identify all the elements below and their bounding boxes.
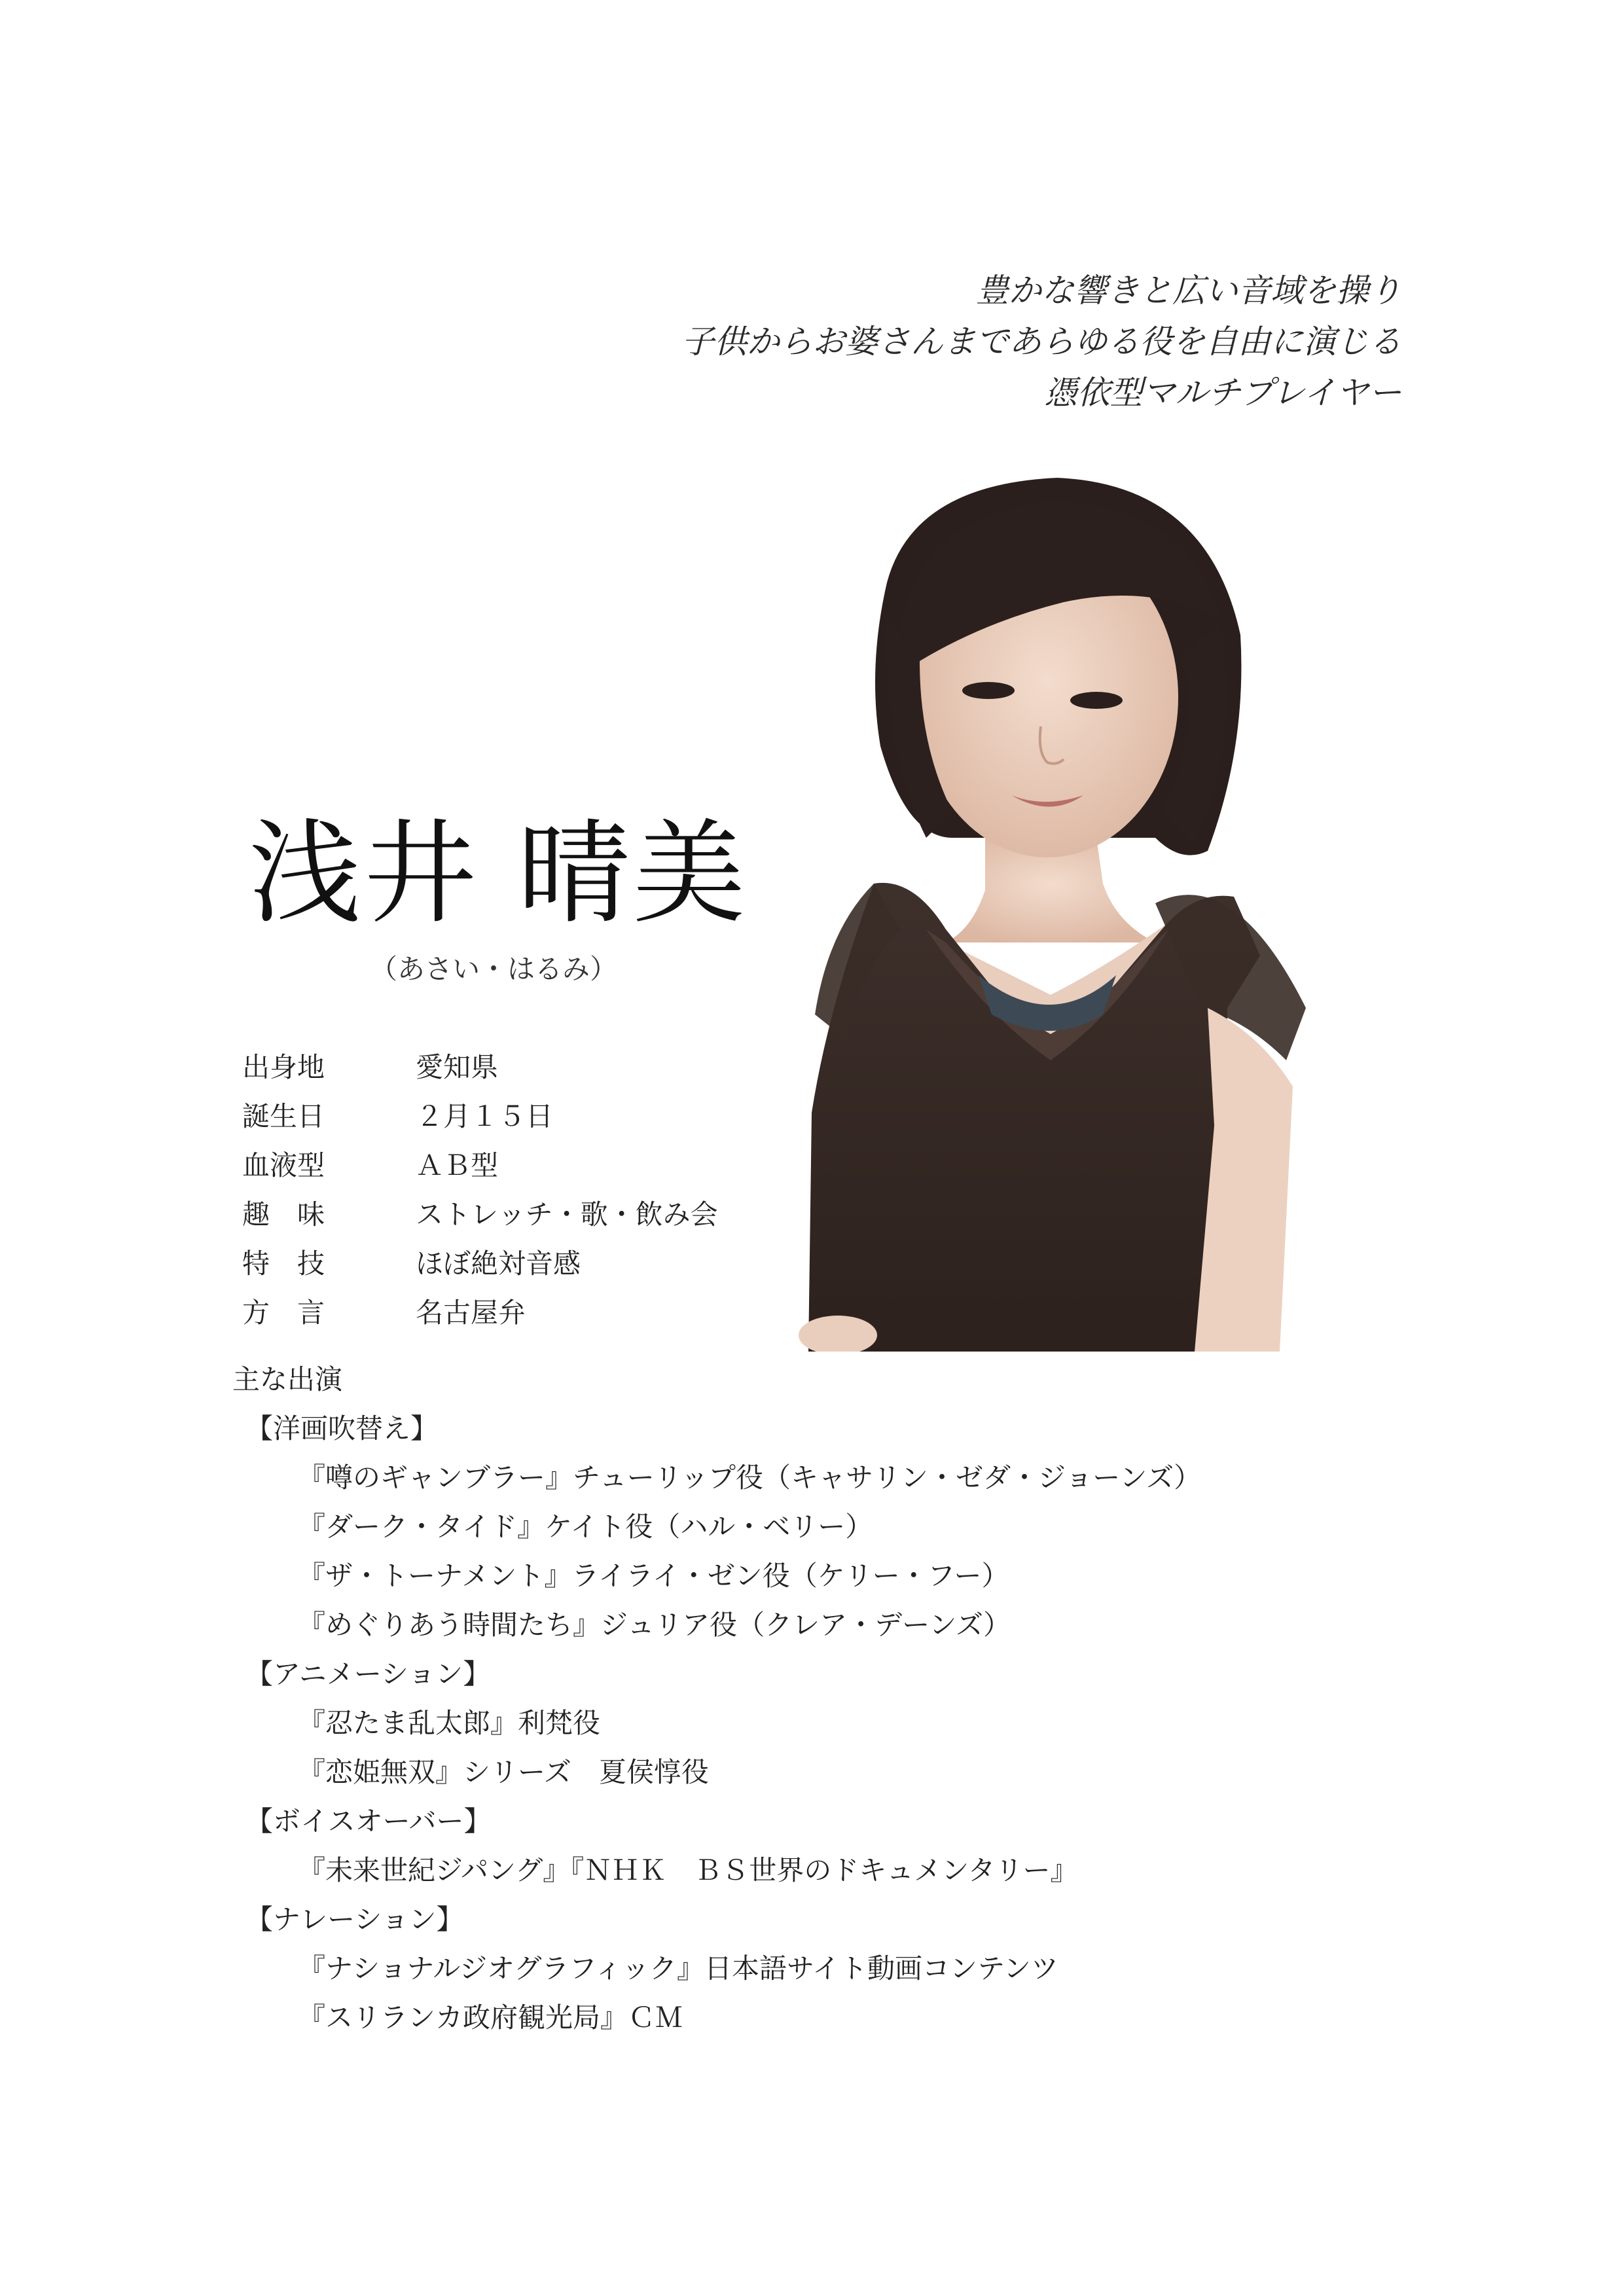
profile-key: 特 技 (242, 1247, 325, 1280)
name-reading: （あさい・はるみ） (370, 953, 618, 985)
works-title: 主な出演 (232, 1363, 343, 1395)
profile-key: 血液型 (242, 1149, 325, 1181)
profile-value: ストレッチ・歌・飲み会 (416, 1198, 718, 1230)
works-section (232, 1355, 1201, 2042)
list-item: 『めぐりあう時間たち』ジュリア役（クレア・デーンズ） (298, 1609, 1011, 1641)
profile-value: ほぼ絶対音感 (416, 1247, 581, 1280)
list-item: 『ダーク・タイド』ケイト役（ハル・ベリー） (298, 1511, 873, 1543)
tagline (681, 265, 1401, 418)
profile-row-dialect (242, 1286, 718, 1335)
person-name: 浅井 晴美 (249, 808, 748, 939)
profile-key: 誕生日 (242, 1100, 325, 1132)
tagline-line-2: 子供からお婆さんまであらゆる役を自由に演じる (681, 323, 1401, 361)
list-item: 『噂のギャンブラー』チューリップ役（キャサリン・ゼダ・ジョーンズ） (298, 1462, 1202, 1494)
profile-row-birthday (242, 1090, 718, 1139)
portrait-illustration (789, 471, 1312, 1352)
profile-table (242, 1041, 718, 1335)
list-item: 『未来世紀ジパング』『ＮＨＫ ＢＳ世界のドキュメンタリー』 (298, 1854, 1078, 1886)
profile-key: 出身地 (242, 1050, 325, 1083)
list-item: 『恋姫無双』シリーズ 夏侯惇役 (298, 1756, 709, 1788)
category-narration: 【ナレーション】 (245, 1903, 464, 1935)
profile-key: 方 言 (242, 1296, 325, 1329)
list-item: 『スリランカ政府観光局』ＣＭ (298, 2001, 683, 2034)
profile-row-skills (242, 1237, 718, 1286)
profile-value: 愛知県 (416, 1050, 499, 1083)
category-dubbing: 【洋画吹替え】 (245, 1412, 439, 1444)
profile-key: 趣 味 (242, 1198, 325, 1230)
portrait-photo (789, 471, 1312, 1352)
tagline-line-1: 豊かな響きと広い音域を操り (976, 272, 1401, 310)
profile-value: 名古屋弁 (416, 1296, 526, 1329)
list-item: 『忍たま乱太郎』利梵役 (298, 1707, 601, 1739)
profile-row-birthplace (242, 1041, 718, 1090)
profile-value: ＡＢ型 (416, 1149, 499, 1181)
category-voiceover: 【ボイスオーバー】 (245, 1805, 492, 1837)
list-item: 『ザ・トーナメント』ライライ・ゼン役（ケリー・フー） (298, 1560, 1009, 1592)
profile-row-blood-type (242, 1139, 718, 1188)
profile-row-hobbies (242, 1188, 718, 1237)
profile-value: ２月１５日 (416, 1100, 554, 1132)
list-item: 『ナショナルジオグラフィック』日本語サイト動画コンテンツ (298, 1952, 1058, 1984)
tagline-line-3: 憑依型マルチプレイヤー (1044, 374, 1401, 412)
category-animation: 【アニメーション】 (245, 1658, 491, 1690)
